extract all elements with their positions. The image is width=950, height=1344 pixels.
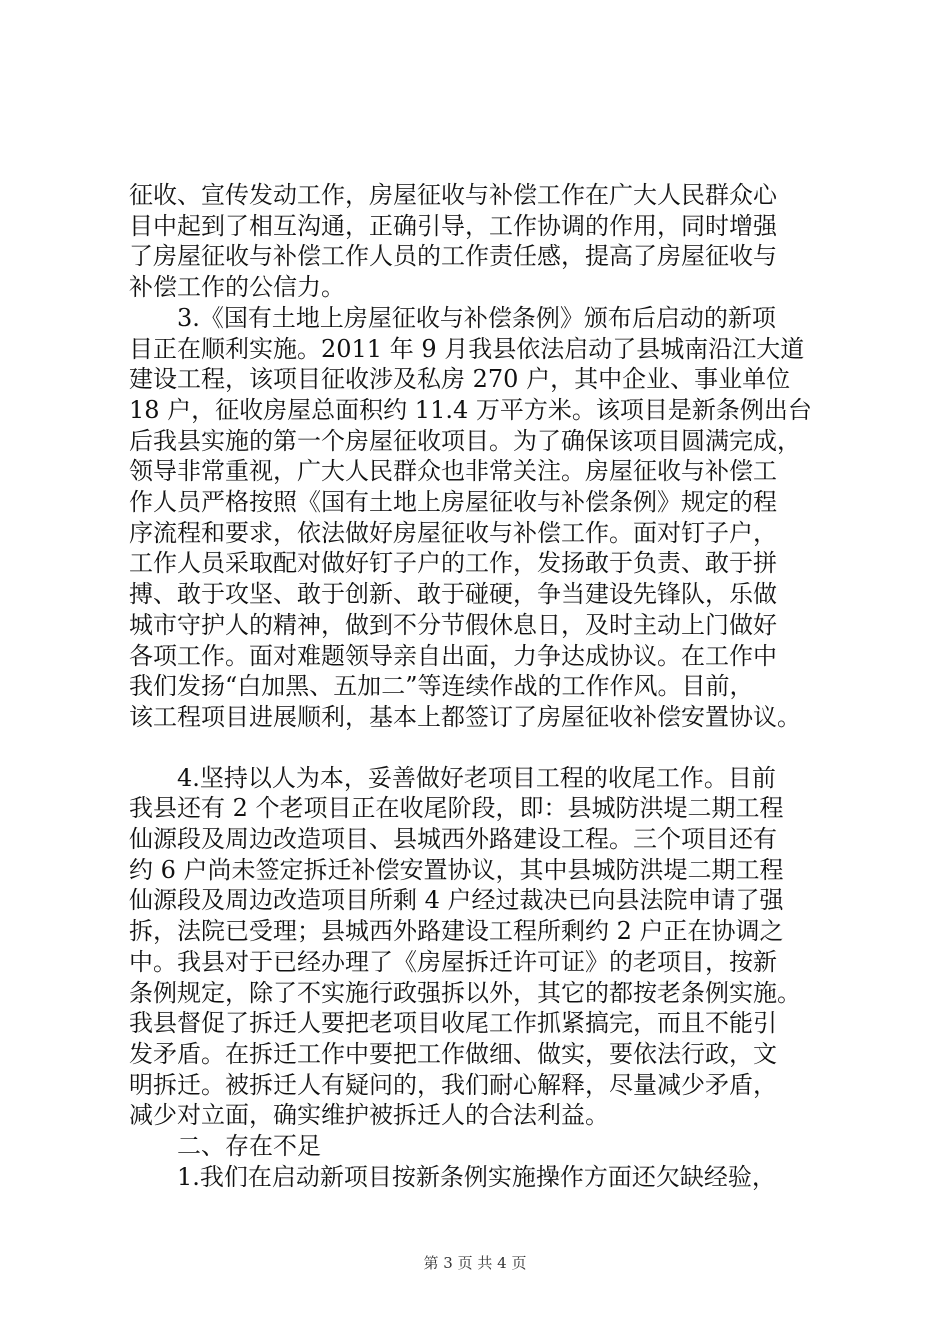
text-line: 后我县实施的第一个房屋征收项目。为了确保该项目圆满完成， — [129, 426, 801, 455]
paragraph-intro-continuation — [129, 180, 829, 303]
text-line: 3.《国有土地上房屋征收与补偿条例》颁布后启动的新项 — [177, 303, 776, 332]
text-line: 仙源段及周边改造项目所剩 4 户经过裁决已向县法院申请了强 — [129, 886, 784, 915]
page-footer: 第 3 页 共 4 页 — [423, 1254, 527, 1272]
text-line: 领导非常重视，广大人民群众也非常关注。房屋征收与补偿工 — [129, 457, 777, 486]
text-line: 18 户，征收房屋总面积约 11.4 万平方米。该项目是新条例出台 — [129, 395, 812, 424]
text-line: 工作人员采取配对做好钉子户的工作，发扬敢于负责、敢于拼 — [129, 549, 777, 578]
text-line: 目中起到了相互沟通，正确引导，工作协调的作用，同时增强 — [129, 211, 777, 240]
text-line: 建设工程，该项目征收涉及私房 270 户，其中企业、事业单位 — [129, 365, 791, 394]
text-line: 4.坚持以人为本，妥善做好老项目工程的收尾工作。目前 — [177, 763, 776, 792]
text-line: 发矛盾。在拆迁工作中要把工作做细、做实，要依法行政，文 — [129, 1039, 777, 1068]
text-line: 二、存在不足 — [177, 1132, 321, 1161]
text-line: 补偿工作的公信力。 — [129, 273, 345, 302]
text-line: 1.我们在启动新项目按新条例实施操作方面还欠缺经验， — [177, 1162, 776, 1191]
text-line: 该工程项目进展顺利，基本上都签订了房屋征收补偿安置协议。 — [129, 702, 801, 731]
text-line: 目正在顺利实施。2011 年 9 月我县依法启动了县城南沿江大道 — [129, 334, 805, 363]
text-line: 各项工作。面对难题领导亲自出面，力争达成协议。在工作中 — [129, 641, 777, 670]
text-line: 仙源段及周边改造项目、县城西外路建设工程。三个项目还有 — [129, 825, 777, 854]
text-line: 搏、敢于攻坚、敢于创新、敢于碰硬，争当建设先锋队，乐做 — [129, 580, 777, 609]
text-line: 城市守护人的精神，做到不分节假休息日，及时主动上门做好 — [129, 610, 777, 639]
text-line: 征收、宣传发动工作，房屋征收与补偿工作在广大人民群众心 — [129, 181, 777, 209]
text-line: 作人员严格按照《国有土地上房屋征收与补偿条例》规定的程 — [129, 488, 777, 517]
document-body — [129, 180, 829, 1193]
text-line: 中。我县对于已经办理了《房屋拆迁许可证》的老项目，按新 — [129, 947, 777, 976]
paragraph-item-4 — [129, 763, 829, 1131]
paragraph-shortcoming-1 — [129, 1162, 829, 1193]
text-line: 我县还有 2 个老项目正在收尾阶段，即：县城防洪堤二期工程 — [129, 794, 784, 823]
paragraph-item-3 — [129, 303, 829, 733]
text-line: 减少对立面，确实维护被拆迁人的合法利益。 — [129, 1101, 609, 1130]
text-line: 约 6 户尚未签定拆迁补偿安置协议，其中县城防洪堤二期工程 — [129, 855, 784, 884]
text-line: 序流程和要求，依法做好房屋征收与补偿工作。面对钉子户， — [129, 518, 777, 547]
text-line: 我们发扬“白加黑、五加二”等连续作战的工作作风。目前， — [129, 672, 754, 701]
text-line: 了房屋征收与补偿工作人员的工作责任感，提高了房屋征收与 — [129, 242, 777, 271]
text-line: 拆，法院已受理；县城西外路建设工程所剩约 2 户正在协调之 — [129, 917, 784, 946]
text-line: 我县督促了拆迁人要把老项目收尾工作抓紧搞完，而且不能引 — [129, 1009, 777, 1038]
section-heading-shortcomings — [129, 1131, 829, 1162]
text-line: 条例规定，除了不实施行政强拆以外，其它的都按老条例实施。 — [129, 978, 801, 1007]
text-line: 明拆迁。被拆迁人有疑问的，我们耐心解释，尽量减少矛盾， — [129, 1070, 777, 1099]
